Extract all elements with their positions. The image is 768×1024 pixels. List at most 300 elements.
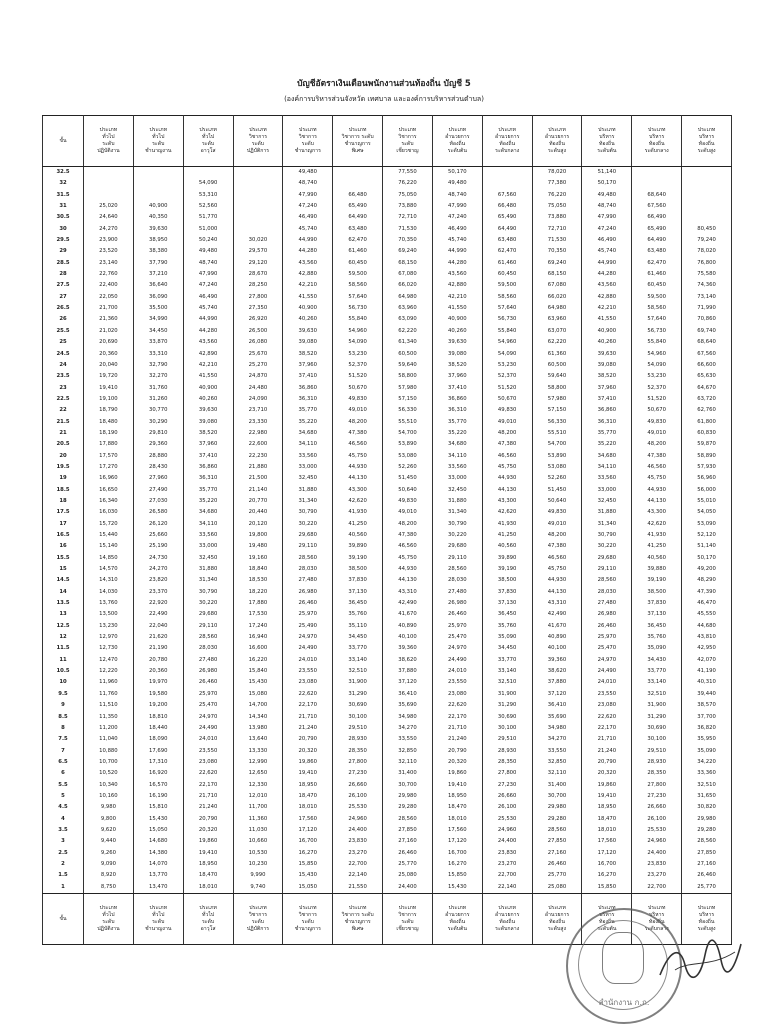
salary-cell: 33,310 (133, 349, 183, 360)
salary-cell: 32,510 (632, 689, 682, 700)
salary-cell: 75,050 (532, 201, 582, 212)
salary-cell: 64,490 (632, 235, 682, 246)
table-row (43, 519, 732, 530)
salary-cell: 16,600 (233, 643, 283, 654)
level-cell: 16.5 (43, 530, 84, 541)
salary-cell: 38,570 (682, 700, 732, 711)
salary-cell: 39,890 (482, 553, 532, 564)
salary-cell: 26,980 (432, 598, 482, 609)
salary-cell: 36,640 (133, 280, 183, 291)
level-cell: 23.5 (43, 371, 84, 382)
salary-cell: 44,990 (183, 314, 233, 325)
salary-cell: 40,900 (582, 326, 632, 337)
salary-cell: 57,980 (383, 383, 433, 394)
salary-cell: 63,090 (383, 314, 433, 325)
salary-cell: 33,560 (582, 473, 632, 484)
salary-cell: 32,510 (682, 780, 732, 791)
salary-cell: 34,450 (482, 643, 532, 654)
level-cell: 7 (43, 746, 84, 757)
salary-cell: 48,740 (582, 201, 632, 212)
salary-cell: 50,640 (383, 485, 433, 496)
salary-cell: 29,110 (283, 541, 333, 552)
table-row (43, 802, 732, 813)
salary-cell: 42,490 (532, 609, 582, 620)
salary-cell: 22,620 (582, 712, 632, 723)
salary-cell: 24,970 (283, 632, 333, 643)
salary-cell: 49,010 (532, 519, 582, 530)
salary-cell: 48,740 (183, 258, 233, 269)
level-cell: 22 (43, 405, 84, 416)
salary-cell: 59,500 (333, 269, 383, 280)
salary-cell: 35,760 (632, 632, 682, 643)
level-cell: 20 (43, 451, 84, 462)
level-cell: 11 (43, 655, 84, 666)
salary-cell: 62,470 (482, 246, 532, 257)
salary-cell: 23,270 (482, 859, 532, 870)
salary-cell: 30,100 (632, 734, 682, 745)
salary-cell: 39,630 (183, 405, 233, 416)
salary-cell: 21,190 (133, 643, 183, 654)
table-row (43, 485, 732, 496)
salary-cell: 30,100 (482, 723, 532, 734)
salary-cell: 47,990 (283, 190, 333, 201)
table-row (43, 768, 732, 779)
salary-cell (183, 167, 233, 179)
salary-cell: 21,140 (233, 485, 283, 496)
salary-cell: 22,700 (632, 882, 682, 894)
salary-cell: 14,700 (233, 700, 283, 711)
salary-cell: 54,960 (482, 337, 532, 348)
salary-cell: 30,220 (283, 519, 333, 530)
salary-cell: 37,410 (432, 383, 482, 394)
salary-cell: 63,480 (333, 224, 383, 235)
table-row (43, 746, 732, 757)
salary-cell: 41,550 (432, 303, 482, 314)
salary-cell: 69,740 (682, 326, 732, 337)
salary-cell: 18,010 (432, 814, 482, 825)
salary-cell: 47,390 (682, 587, 732, 598)
salary-cell: 11,760 (84, 689, 134, 700)
salary-cell: 58,800 (532, 383, 582, 394)
salary-cell: 54,050 (682, 507, 732, 518)
salary-cell: 20,320 (582, 768, 632, 779)
salary-cell: 30,700 (532, 791, 582, 802)
level-cell: 24.5 (43, 349, 84, 360)
table-row (43, 621, 732, 632)
salary-cell: 73,880 (383, 201, 433, 212)
salary-cell: 34,270 (532, 734, 582, 745)
salary-cell: 29,120 (233, 258, 283, 269)
table-row (43, 405, 732, 416)
salary-cell: 29,980 (532, 802, 582, 813)
column-header: ประเภท อำนวยการ ท้องถิ่น ระดับต้น (432, 116, 482, 167)
salary-cell: 68,640 (682, 337, 732, 348)
salary-cell: 24,490 (582, 666, 632, 677)
level-cell: 3 (43, 836, 84, 847)
salary-cell: 11,360 (233, 814, 283, 825)
salary-cell: 60,500 (532, 360, 582, 371)
salary-cell: 20,790 (183, 814, 233, 825)
salary-cell: 39,630 (133, 224, 183, 235)
salary-cell (233, 178, 283, 189)
table-row (43, 598, 732, 609)
salary-cell: 34,220 (682, 757, 732, 768)
salary-cell: 30,220 (432, 530, 482, 541)
salary-cell: 40,900 (432, 314, 482, 325)
salary-cell: 24,010 (582, 677, 632, 688)
salary-cell: 62,220 (532, 337, 582, 348)
salary-cell: 21,500 (233, 473, 283, 484)
salary-cell: 38,520 (183, 428, 233, 439)
salary-cell: 42,210 (283, 280, 333, 291)
salary-cell: 24,870 (233, 371, 283, 382)
salary-cell: 48,290 (682, 575, 732, 586)
salary-cell: 16,940 (233, 632, 283, 643)
salary-cell: 34,110 (432, 451, 482, 462)
salary-cell: 35,500 (133, 303, 183, 314)
salary-cell: 25,470 (183, 700, 233, 711)
salary-cell: 76,800 (682, 258, 732, 269)
salary-cell: 65,630 (682, 371, 732, 382)
table-row (43, 269, 732, 280)
level-cell: 23 (43, 383, 84, 394)
salary-cell: 27,490 (133, 485, 183, 496)
column-header: ประเภท วิชาการ ระดับ ชำนาญการ (283, 116, 333, 167)
salary-cell: 37,410 (283, 371, 333, 382)
salary-cell: 15,440 (84, 530, 134, 541)
salary-cell: 23,820 (133, 575, 183, 586)
salary-cell: 10,160 (84, 791, 134, 802)
salary-cell: 39,190 (632, 575, 682, 586)
table-row (43, 882, 732, 894)
salary-cell: 21,360 (84, 314, 134, 325)
salary-cell: 35,950 (682, 734, 732, 745)
level-cell: 28.5 (43, 258, 84, 269)
salary-cell: 19,100 (84, 394, 134, 405)
salary-cell: 39,630 (582, 349, 632, 360)
salary-cell: 29,280 (383, 802, 433, 813)
salary-cell: 17,880 (233, 598, 283, 609)
table-row (43, 553, 732, 564)
salary-cell: 41,670 (532, 621, 582, 632)
salary-cell: 50,170 (582, 178, 632, 189)
salary-cell: 51,140 (582, 167, 632, 179)
salary-cell: 40,890 (532, 632, 582, 643)
salary-cell: 25,490 (283, 621, 333, 632)
salary-cell: 48,740 (432, 190, 482, 201)
salary-cell: 25,770 (682, 882, 732, 894)
salary-cell: 42,620 (632, 519, 682, 530)
salary-cell: 53,890 (532, 451, 582, 462)
level-cell: 14 (43, 587, 84, 598)
salary-cell: 9,740 (233, 882, 283, 894)
salary-cell: 34,110 (582, 462, 632, 473)
salary-cell: 30,790 (283, 507, 333, 518)
salary-cell: 53,890 (383, 439, 433, 450)
level-cell: 31.5 (43, 190, 84, 201)
salary-cell: 33,360 (682, 768, 732, 779)
salary-cell: 52,260 (532, 473, 582, 484)
table-row (43, 825, 732, 836)
column-header: ประเภท ทั่วไป ระดับ ปฏิบัติงาน (84, 116, 134, 167)
level-footer: ขั้น (43, 894, 84, 945)
salary-cell: 25,670 (233, 349, 283, 360)
salary-cell: 48,200 (333, 417, 383, 428)
salary-cell: 11,040 (84, 734, 134, 745)
salary-cell: 11,700 (233, 802, 283, 813)
salary-cell: 35,220 (183, 496, 233, 507)
table-row (43, 292, 732, 303)
salary-cell: 13,640 (233, 734, 283, 745)
salary-cell: 14,070 (133, 859, 183, 870)
salary-cell: 31,880 (183, 564, 233, 575)
salary-cell: 13,330 (233, 746, 283, 757)
salary-cell: 18,950 (183, 859, 233, 870)
salary-cell: 36,860 (283, 383, 333, 394)
salary-cell: 24,960 (632, 836, 682, 847)
salary-cell: 20,790 (582, 757, 632, 768)
level-cell: 30 (43, 224, 84, 235)
column-header: ประเภท อำนวยการ ท้องถิ่น ระดับกลาง (482, 116, 532, 167)
salary-cell: 47,380 (482, 439, 532, 450)
salary-cell: 55,510 (383, 417, 433, 428)
salary-cell: 16,030 (84, 507, 134, 518)
table-row (43, 587, 732, 598)
salary-cell: 35,110 (333, 621, 383, 632)
salary-cell: 52,260 (383, 462, 433, 473)
salary-cell: 12,970 (84, 632, 134, 643)
salary-cell: 32,850 (532, 757, 582, 768)
salary-cell: 40,100 (383, 632, 433, 643)
salary-cell: 25,970 (283, 609, 333, 620)
salary-cell: 31,880 (582, 507, 632, 518)
salary-cell: 19,410 (582, 791, 632, 802)
salary-cell: 39,360 (532, 655, 582, 666)
level-cell: 8 (43, 723, 84, 734)
salary-cell: 78,020 (682, 246, 732, 257)
salary-cell: 39,630 (432, 337, 482, 348)
salary-cell: 19,480 (233, 541, 283, 552)
table-row (43, 780, 732, 791)
salary-cell: 26,120 (133, 519, 183, 530)
salary-cell: 41,550 (283, 292, 333, 303)
salary-cell: 27,850 (682, 848, 732, 859)
salary-cell (632, 167, 682, 179)
salary-cell: 56,000 (682, 485, 732, 496)
salary-cell: 49,830 (632, 417, 682, 428)
salary-cell: 48,200 (532, 530, 582, 541)
salary-cell: 36,310 (183, 473, 233, 484)
salary-cell: 28,250 (233, 280, 283, 291)
salary-cell: 37,830 (632, 598, 682, 609)
salary-cell: 14,340 (233, 712, 283, 723)
salary-cell: 21,240 (283, 723, 333, 734)
salary-cell: 19,970 (133, 677, 183, 688)
salary-cell (84, 178, 134, 189)
salary-cell: 19,860 (582, 780, 632, 791)
table-row (43, 609, 732, 620)
salary-cell: 33,140 (482, 666, 532, 677)
salary-cell: 28,560 (183, 632, 233, 643)
salary-cell: 54,090 (632, 360, 682, 371)
salary-cell: 44,280 (283, 246, 333, 257)
salary-cell: 27,850 (383, 825, 433, 836)
salary-cell: 34,680 (283, 428, 333, 439)
column-footer: ประเภท อำนวยการ ท้องถิ่น ระดับสูง (532, 894, 582, 945)
salary-cell: 18,090 (133, 734, 183, 745)
salary-cell: 34,430 (632, 655, 682, 666)
salary-cell: 26,460 (532, 859, 582, 870)
salary-cell (233, 167, 283, 179)
salary-cell: 24,400 (482, 836, 532, 847)
salary-cell: 27,960 (133, 473, 183, 484)
salary-cell: 49,010 (482, 417, 532, 428)
salary-cell: 57,640 (632, 314, 682, 325)
level-cell: 29 (43, 246, 84, 257)
salary-cell: 16,700 (432, 848, 482, 859)
salary-cell: 26,500 (233, 326, 283, 337)
salary-cell: 44,990 (582, 258, 632, 269)
salary-cell: 39,080 (283, 337, 333, 348)
salary-cell: 22,620 (283, 689, 333, 700)
salary-cell: 76,220 (383, 178, 433, 189)
salary-cell: 31,400 (532, 780, 582, 791)
salary-cell: 12,470 (84, 655, 134, 666)
salary-cell: 33,560 (183, 530, 233, 541)
level-cell: 11.5 (43, 643, 84, 654)
salary-cell: 32,110 (383, 757, 433, 768)
salary-cell: 56,330 (383, 405, 433, 416)
salary-cell: 47,990 (582, 212, 632, 223)
salary-cell: 9,620 (84, 825, 134, 836)
level-cell: 10.5 (43, 666, 84, 677)
salary-cell: 18,010 (183, 882, 233, 894)
salary-cell: 47,240 (582, 224, 632, 235)
salary-cell: 27,230 (632, 791, 682, 802)
column-header: ประเภท บริหาร ท้องถิ่น ระดับสูง (682, 116, 732, 167)
salary-cell: 12,330 (233, 780, 283, 791)
salary-cell: 40,100 (532, 643, 582, 654)
salary-cell: 24,970 (183, 712, 233, 723)
salary-cell (682, 167, 732, 179)
salary-cell: 34,680 (183, 507, 233, 518)
level-cell: 3.5 (43, 825, 84, 836)
salary-cell: 15,850 (432, 870, 482, 881)
salary-cell: 31,340 (283, 496, 333, 507)
salary-cell: 25,530 (482, 814, 532, 825)
salary-cell: 60,500 (383, 349, 433, 360)
salary-cell: 45,740 (432, 235, 482, 246)
salary-cell: 64,980 (383, 292, 433, 303)
table-row (43, 258, 732, 269)
salary-cell: 23,830 (632, 859, 682, 870)
salary-cell: 43,300 (482, 496, 532, 507)
salary-cell: 24,960 (482, 825, 532, 836)
salary-cell: 33,770 (333, 643, 383, 654)
salary-cell: 27,480 (183, 655, 233, 666)
salary-cell: 31,290 (333, 689, 383, 700)
salary-cell: 17,560 (283, 814, 333, 825)
salary-cell: 44,130 (532, 587, 582, 598)
salary-cell (682, 190, 732, 201)
salary-cell: 38,620 (532, 666, 582, 677)
salary-cell: 44,130 (383, 575, 433, 586)
salary-cell: 24,490 (432, 655, 482, 666)
salary-cell: 28,030 (432, 575, 482, 586)
salary-cell: 20,360 (133, 666, 183, 677)
level-cell: 24 (43, 360, 84, 371)
salary-cell: 18,470 (283, 791, 333, 802)
salary-cell: 11,030 (233, 825, 283, 836)
salary-cell: 28,930 (482, 746, 532, 757)
salary-cell: 31,650 (682, 791, 732, 802)
level-cell: 16 (43, 541, 84, 552)
salary-cell: 38,520 (432, 360, 482, 371)
table-row (43, 870, 732, 881)
salary-cell: 29,680 (283, 530, 333, 541)
salary-cell: 36,410 (532, 700, 582, 711)
salary-cell: 63,960 (383, 303, 433, 314)
salary-cell: 22,170 (283, 700, 333, 711)
salary-cell: 47,240 (183, 280, 233, 291)
salary-cell: 19,860 (432, 768, 482, 779)
page-subtitle: (องค์การบริหารส่วนจังหวัด เทศบาล และองค์การบริหารส่วนตำบล) (284, 95, 484, 103)
table-row (43, 632, 732, 643)
salary-cell: 37,960 (283, 360, 333, 371)
table-row (43, 349, 732, 360)
salary-cell: 50,170 (432, 167, 482, 179)
table-row (43, 417, 732, 428)
salary-cell: 31,880 (432, 496, 482, 507)
salary-cell: 24,010 (283, 655, 333, 666)
salary-cell: 26,980 (283, 587, 333, 598)
salary-cell: 33,560 (432, 462, 482, 473)
level-cell: 32 (43, 178, 84, 189)
salary-cell: 10,660 (233, 836, 283, 847)
salary-cell: 63,070 (532, 326, 582, 337)
salary-cell: 17,270 (84, 462, 134, 473)
salary-cell: 29,360 (133, 439, 183, 450)
salary-cell: 67,080 (383, 269, 433, 280)
salary-cell: 20,320 (183, 825, 233, 836)
salary-cell: 48,200 (383, 519, 433, 530)
table-row (43, 666, 732, 677)
table-row (43, 541, 732, 552)
salary-cell: 59,500 (482, 280, 532, 291)
salary-cell: 60,450 (482, 269, 532, 280)
salary-cell: 30,690 (482, 712, 532, 723)
salary-cell: 69,240 (532, 258, 582, 269)
salary-cell: 54,700 (383, 428, 433, 439)
salary-cell: 37,130 (632, 609, 682, 620)
salary-cell: 53,080 (532, 462, 582, 473)
table-row (43, 224, 732, 235)
salary-cell: 41,550 (582, 314, 632, 325)
salary-cell: 18,840 (233, 564, 283, 575)
salary-cell: 64,670 (682, 383, 732, 394)
salary-cell: 42,210 (582, 303, 632, 314)
salary-cell: 33,770 (632, 666, 682, 677)
salary-cell: 39,630 (283, 326, 333, 337)
salary-cell: 34,110 (283, 439, 333, 450)
salary-cell: 14,380 (133, 848, 183, 859)
salary-cell: 33,000 (582, 485, 632, 496)
salary-cell: 22,620 (432, 700, 482, 711)
salary-cell: 40,260 (283, 314, 333, 325)
salary-cell: 35,220 (582, 439, 632, 450)
salary-cell: 40,260 (432, 326, 482, 337)
salary-cell: 24,400 (632, 848, 682, 859)
